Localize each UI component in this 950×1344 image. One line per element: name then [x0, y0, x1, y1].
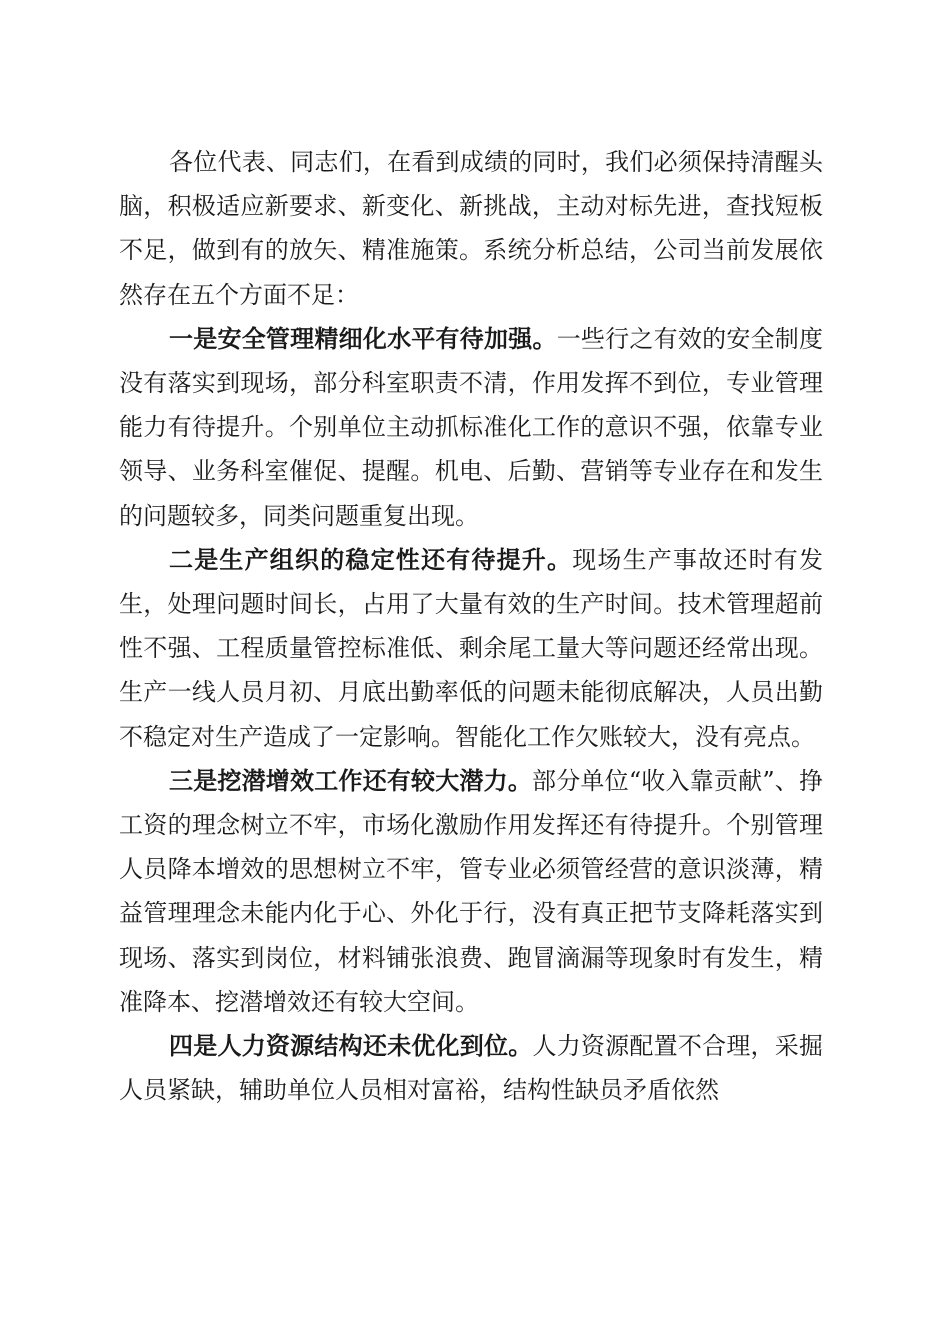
paragraph-safety — [119, 317, 823, 538]
paragraph-text: 各位代表、同志们，在看到成绩的同时，我们必须保持清醒头脑，积极适应新要求、新变化、新挑战，主动对标先进，查找短板不足，做到有的放矢、精准施策。系统分析总结，公司当前发展依然存在五个方面不足： — [119, 148, 823, 309]
paragraph-text: 部分单位“收入靠贡献”、挣工资的理念树立不牢，市场化激励作用发挥还有待提升。个别管理人员降本增效的思想树立不牢，管专业必须管经营的意识淡薄，精益管理理念未能内化于心、外化于行，没有真正把节支降耗落实到现场、落实到岗位，材料铺张浪费、跑冒滴漏等现象时有发生，精准降本、挖潜增效还有较大空间。 — [119, 766, 823, 1016]
paragraph-efficiency — [119, 759, 823, 1024]
paragraph-text: 人力资源配置不合理，采掘人员紧缺，辅助单位人员相对富裕，结构性缺员矛盾依然 — [119, 1032, 824, 1105]
paragraph-lead: 一是安全管理精细化水平有待加强。 — [169, 323, 557, 353]
paragraph-intro — [119, 140, 823, 317]
paragraph-lead: 三是挖潜增效工作还有较大潜力。 — [169, 765, 533, 795]
paragraph-production — [119, 538, 823, 759]
paragraph-lead: 四是人力资源结构还未优化到位。 — [169, 1031, 533, 1061]
document-body — [119, 140, 823, 1112]
paragraph-human-resources — [119, 1024, 823, 1112]
paragraph-text: 一些行之有效的安全制度没有落实到现场，部分科室职责不清，作用发挥不到位，专业管理能力有待提升。个别单位主动抓标准化工作的意识不强，依靠专业领导、业务科室催促、提醒。机电、后勤、营销等专业存在和发生的问题较多，同类问题重复出现。 — [119, 324, 824, 530]
paragraph-text: 现场生产事故还时有发生，处理问题时间长，占用了大量有效的生产时间。技术管理超前性不强、工程质量管控标准低、剩余尾工量大等问题还经常出现。生产一线人员月初、月底出勤率低的问题未能彻底解决，人员出勤不稳定对生产造成了一定影响。智能化工作欠账较大，没有亮点。 — [119, 545, 824, 751]
paragraph-lead: 二是生产组织的稳定性还有待提升。 — [169, 544, 573, 574]
